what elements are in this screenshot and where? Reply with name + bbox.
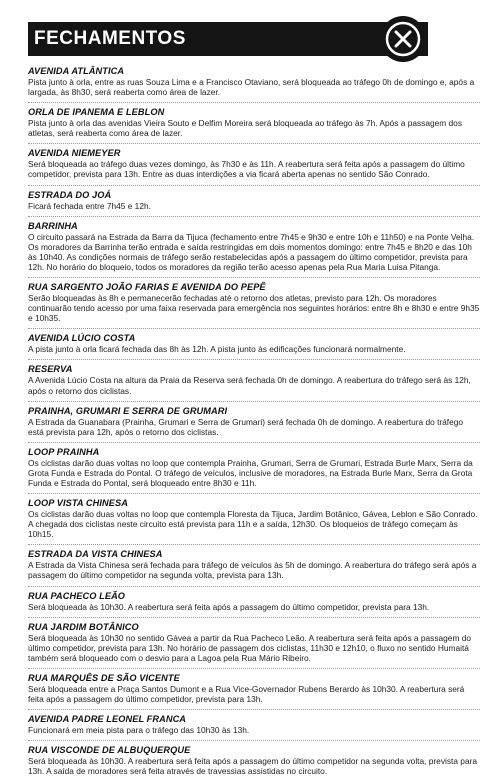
closure-item: [28, 745, 480, 776]
closure-street-title: LOOP VISTA CHINESA: [28, 498, 128, 509]
closure-item: [28, 107, 480, 138]
dotted-divider: [28, 216, 480, 217]
closure-item: [28, 333, 480, 354]
closure-street-title: RUA VISCONDE DE ALBUQUERQUE: [28, 745, 191, 756]
dotted-divider: [28, 740, 480, 741]
closure-description: Os ciclistas darão duas voltas no loop que contempla Prainha, Grumari, Serra de Grumari, Estrada Burle Marx, Serra da Grota Funda e Estrada do Pontal. O tráfego de veículos, inclusive de moradores, na Estrada Burle Marx, Serra da Grota Funda e Estrada do Pontal, será bloqueado entre 8h30 e 11h.: [28, 457, 473, 488]
closure-item: [28, 673, 480, 704]
closure-description: Será bloqueada ao tráfego duas vezes domingo, às 7h30 e às 11h. A reabertura será feita após a passagem do último competidor, prevista para 13h. Entre as duas interdições a via ficará aberta apenas no sentido São Conrado.: [28, 159, 465, 180]
dotted-divider: [28, 277, 480, 278]
closure-description: Será bloqueada às 10h30. A reabertura será feita após a passagem do último competidor na segunda volta, prevista para 13h. A saída de moradores será feita através de travessias assistidas no circuito.: [28, 756, 477, 777]
closure-street-title: RUA PACHECO LEÃO: [28, 590, 126, 601]
closure-item: [28, 498, 480, 539]
dotted-divider: [28, 359, 480, 360]
closure-street-title: AVENIDA NIEMEYER: [28, 148, 121, 159]
dotted-divider: [28, 328, 480, 329]
closure-item: [28, 447, 480, 488]
dotted-divider: [28, 544, 480, 545]
closure-description: Ficará fechada entre 7h45 e 12h.: [28, 200, 151, 211]
closure-description: Funcionará em meia pista para o tráfego das 10h30 às 13h.: [28, 725, 250, 736]
closure-item: [28, 282, 480, 323]
closure-street-title: ESTRADA DO JOÁ: [28, 189, 112, 200]
dotted-divider: [28, 102, 480, 103]
closure-item: [28, 622, 480, 663]
closure-description: A Estrada da Vista Chinesa será fechada para tráfego de veículos às 5h de domingo. A reabertura do tráfego será após a passagem do último competidor na segunda volta, prevista para 13h.: [28, 560, 477, 581]
closure-item: [28, 190, 480, 211]
closure-street-title: ORLA DE IPANEMA E LEBLON: [28, 107, 165, 118]
closure-street-title: RUA SARGENTO JOÃO FARIAS E AVENIDA DO PEPÊ: [28, 282, 266, 293]
closure-item: [28, 549, 480, 580]
closure-street-title: BARRINHA: [28, 220, 78, 231]
closure-street-title: LOOP PRAINHA: [28, 446, 100, 457]
close-button[interactable]: [380, 16, 426, 62]
dotted-divider: [28, 668, 480, 669]
dotted-divider: [28, 401, 480, 402]
closure-item: [28, 66, 480, 97]
dotted-divider: [28, 617, 480, 618]
closure-description: Será bloqueada entre a Praça Santos Dumont e a Rua Vice-Governador Rubens Berardo às 10h30. A reabertura será feita após a passagem do último competidor, prevista para 13h.: [28, 683, 465, 704]
dotted-divider: [28, 185, 480, 186]
closure-description: A Estrada da Guanabara (Prainha, Grumari e Serra de Grumari) será fechada 0h de domingo. A reabertura do tráfego está prevista para 12h, após o retorno dos ciclistas.: [28, 416, 464, 437]
dotted-divider: [28, 143, 480, 144]
dotted-divider: [28, 493, 480, 494]
closure-description: Será bloqueada às 10h30. A reabertura será feita após a passagem do último competidor, prevista para 13h.: [28, 601, 430, 612]
page-title: FECHAMENTOS: [34, 28, 186, 49]
closure-street-title: RUA MARQUÊS DE SÃO VICENTE: [28, 672, 180, 683]
closure-item: [28, 714, 480, 735]
closure-street-title: AVENIDA ATLÂNTICA: [28, 66, 125, 76]
closure-description: O circuito passará na Estrada da Barra da Tijuca (fechamento entre 7h45 e 9h30 e entre 10h e 11h50) e na Ponte Velha. Os moradores da Barrinha terão entrada e saída restringidas em dois momentos domingo: entre 7h45 e 8h20 e das 10h às 10h40. As condições normais de tráfego serão restabelecidas após a passagem do último competidor, prevista para 12h. No horário do bloqueio, todos os moradores da região terão acesso apenas pela Rua Maria Luisa Pitanga.: [28, 231, 475, 272]
closure-item: [28, 364, 480, 395]
dotted-divider: [28, 709, 480, 710]
section-header: [28, 22, 428, 56]
closure-item: [28, 221, 480, 272]
closure-description: A Avenida Lúcio Costa na altura da Praia da Reserva será fechada 0h de domingo. A reabertura do tráfego será às 12h, após o retorno dos ciclistas.: [28, 375, 471, 396]
closure-item: [28, 406, 480, 437]
closure-street-title: PRAINHA, GRUMARI E SERRA DE GRUMARI: [28, 405, 228, 416]
closure-description: Serão bloqueadas às 8h e permanecerão fechadas até o retorno dos atletas, previsto para 12h. Os moradores continuarão tendo acesso por uma faixa reservada para emergência nos seguintes horários: entre 8h e 8h30 e entre 9h35 e 10h35.: [28, 293, 480, 324]
closure-item: [28, 148, 480, 179]
closures-list: [28, 66, 480, 781]
closure-description: Pista junto à orla das avenidas Vieira Souto e Delfim Moreira será bloqueada ao tráfego às 7h. Após a passagem dos atletas, será reaberta como área de lazer.: [28, 118, 462, 139]
closure-description: A pista junto à orla ficará fechada das 8h às 12h. A pista junto às edificações funcionará normalmente.: [28, 344, 406, 355]
closure-street-title: RUA JARDIM BOTÂNICO: [28, 621, 139, 632]
closure-item: [28, 591, 480, 612]
closure-street-title: AVENIDA LÚCIO COSTA: [28, 333, 136, 344]
closure-description: Os ciclistas darão duas voltas no loop que contempla Floresta da Tijuca, Jardim Botânico, Gávea, Leblon e São Conrado. A chegada dos ciclistas neste circuito está prevista para 11h e a saída, 12h30. Os bloqueios de tráfego começam às 10h15.: [28, 509, 478, 540]
closure-description: Será bloqueada às 10h30 no sentido Gávea a partir da Rua Pacheco Leão. A reabertura será feita após a passagem do último competidor, prevista para 13h. No horário de passagem dos ciclistas, 11h30 e 12h10, o fluxo no sentido Humaitá também será bloqueado com o desvio para a Lagoa pela Rua Mário Ribeiro.: [28, 632, 471, 663]
closure-description: Pista junto à orla, entre as ruas Souza Lima e a Francisco Otaviano, será bloqueada ao tráfego 0h de domingo e, após a largada, às 8h30, será reaberta como área de lazer.: [28, 77, 475, 98]
closure-street-title: ESTRADA DA VISTA CHINESA: [28, 549, 163, 560]
dotted-divider: [28, 586, 480, 587]
closure-street-title: RESERVA: [28, 364, 73, 375]
closure-street-title: AVENIDA PADRE LEONEL FRANCA: [28, 714, 187, 725]
dotted-divider: [28, 442, 480, 443]
close-icon: [380, 16, 426, 62]
